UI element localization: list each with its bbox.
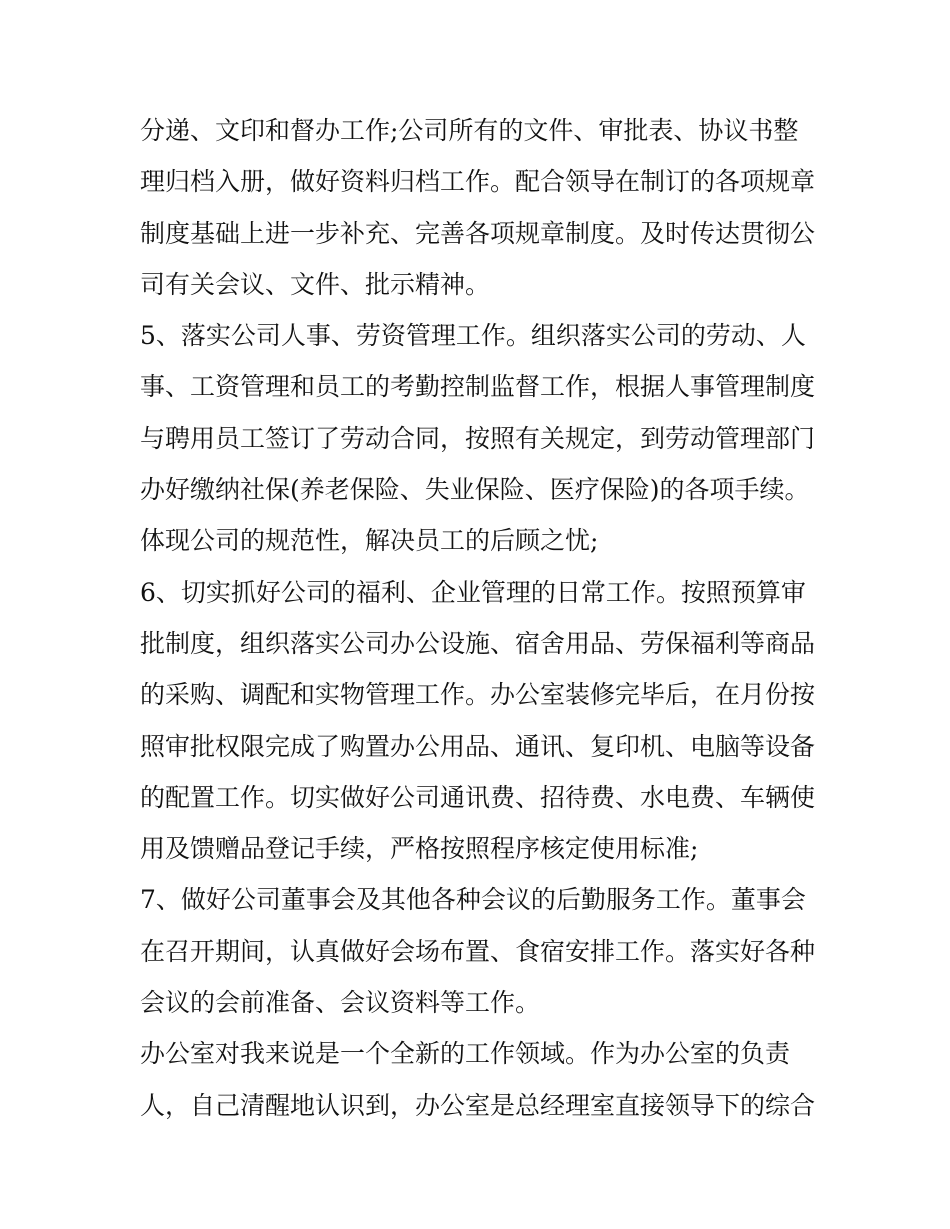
text-line: 在召开期间，认真做好会场布置、食宿安排工作。落实好各种	[140, 936, 816, 966]
text-line: 理归档入册，做好资料归档工作。配合领导在制订的各项规章	[140, 167, 816, 197]
text-line: 用及馈赠品登记手续，严格按照程序核定使用标准;	[140, 834, 699, 864]
text-line: 的采购、调配和实物管理工作。办公室装修完毕后，在月份按	[140, 680, 816, 710]
text-line: 办公室对我来说是一个全新的工作领域。作为办公室的负责	[140, 1039, 791, 1069]
text-line: 会议的会前准备、会议资料等工作。	[140, 988, 541, 1018]
text-line: 体现公司的规范性，解决员工的后顾之忧;	[140, 526, 599, 556]
text-line: 分递、文印和督办工作;公司所有的文件、审批表、协议书整	[140, 116, 799, 145]
text-line: 制度基础上进一步补充、完善各项规章制度。及时传达贯彻公	[140, 218, 816, 248]
text-line: 人，自己清醒地认识到，办公室是总经理室直接领导下的综合	[140, 1090, 816, 1120]
text-line: 5、落实公司人事、劳资管理工作。组织落实公司的劳动、人	[140, 321, 806, 351]
text-line: 照审批权限完成了购置办公用品、通讯、复印机、电脑等设备	[140, 731, 816, 761]
text-line: 批制度，组织落实公司办公设施、宿舍用品、劳保福利等商品	[140, 628, 816, 658]
text-line: 办好缴纳社保(养老保险、失业保险、医疗保险)的各项手续。	[140, 475, 810, 505]
text-line: 事、工资管理和员工的考勤控制监督工作，根据人事管理制度	[140, 372, 816, 402]
text-line: 司有关会议、文件、批示精神。	[140, 269, 491, 299]
text-line: 的配置工作。切实做好公司通讯费、招待费、水电费、车辆使	[140, 782, 816, 812]
text-line: 7、做好公司董事会及其他各种会议的后勤服务工作。董事会	[140, 885, 806, 915]
text-line: 与聘用员工签订了劳动合同，按照有关规定，到劳动管理部门	[140, 423, 816, 453]
document-body	[140, 105, 820, 1131]
text-line: 6、切实抓好公司的福利、企业管理的日常工作。按照预算审	[140, 577, 806, 607]
